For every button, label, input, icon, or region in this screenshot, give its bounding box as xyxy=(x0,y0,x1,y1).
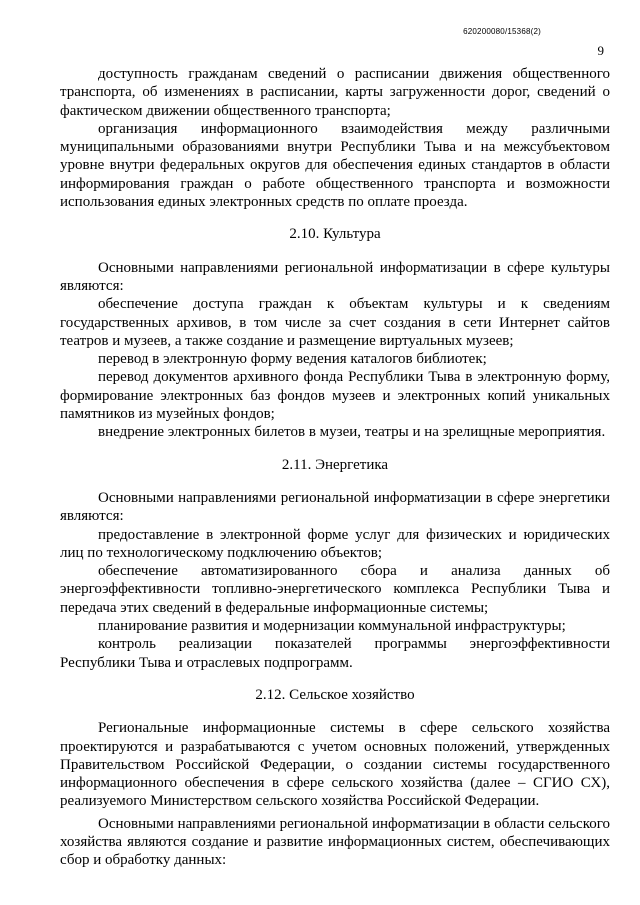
section-heading-agriculture: 2.12. Сельское хозяйство xyxy=(255,686,415,703)
paragraph: предоставление в электронной форме услуг для физических и юридических лиц по технологическому подключению объектов; xyxy=(60,526,610,561)
page-content xyxy=(60,65,610,870)
paragraph: планирование развития и модернизации коммунальной инфраструктуры; xyxy=(98,618,566,635)
paragraph: обеспечение автоматизированного сбора и анализа данных об энергоэффективности топливно-энергетического комплекса Республики Тыва и передача этих сведений в федеральные информационные системы; xyxy=(60,563,610,616)
paragraph: Региональные информационные системы в сфере сельского хозяйства проектируются и разрабатываются с учетом основных положений, утвержденных Правительством Российской Федерации, о создании системы государственного информационного обеспечения в сфере сельского хозяйства (далее – СГИО СХ), реализуемого Министерством сельского хозяйства Российской Федерации. xyxy=(60,720,610,810)
paragraph: внедрение электронных билетов в музеи, театры и на зрелищные мероприятия. xyxy=(98,424,606,441)
paragraph: Основными направлениями региональной информатизации в сфере энергетики являются: xyxy=(60,489,610,525)
section-heading-energy: 2.11. Энергетика xyxy=(281,456,389,473)
paragraph: контроль реализации показателей программы энергоэффективности Республики Тыва и отраслевых подпрограмм. xyxy=(60,636,610,671)
page-number: 9 xyxy=(597,43,604,58)
paragraph: перевод в электронную форму ведения каталогов библиотек; xyxy=(98,351,487,368)
section-heading-culture: 2.10. Культура xyxy=(289,226,381,243)
paragraph: организация информационного взаимодействия между различными муниципальными образованиями внутри Республики Тыва и на межсубъектовом уровне внутри федеральных округов для обеспечения единых стандартов в области информирования граждан о работе общественного транспорта и возможности использования единых электронных средств по оплате проезда. xyxy=(60,120,610,211)
document-code: 620200080/15368(2) xyxy=(463,27,541,36)
paragraph: Основными направлениями региональной информатизации в области сельского хозяйства являются создание и развитие информационных систем, обеспечивающих сбор и обработку данных: xyxy=(60,815,610,869)
paragraph: Основными направлениями региональной информатизации в сфере культуры являются: xyxy=(60,259,610,294)
paragraph: доступность гражданам сведений о расписании движения общественного транспорта, об изменениях в расписании, карты загруженности дорог, сведений о фактическом движении общественного транспорта; xyxy=(60,66,610,119)
paragraph: перевод документов архивного фонда Республики Тыва в электронную форму, формирование электронных баз фондов музеев и электронных копий уникальных памятников из музейных фондов; xyxy=(60,369,610,423)
paragraph: обеспечение доступа граждан к объектам культуры и к сведениям государственных архивов, в том числе за счет создания в сети Интернет сайтов театров и музеев, а также создание и размещение виртуальных музеев; xyxy=(60,296,610,349)
